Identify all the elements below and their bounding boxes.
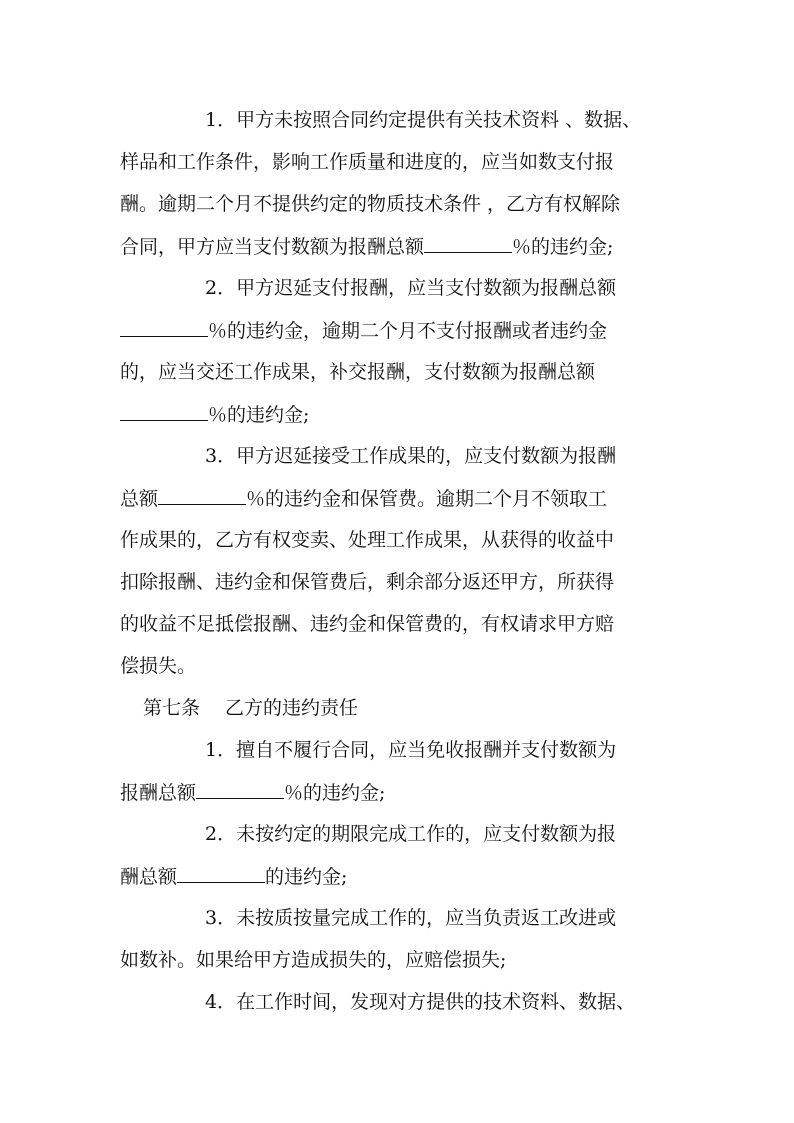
text-line: 合同，甲方应当支付数额为报酬总额 ％的违约金; xyxy=(120,236,614,258)
text-line: 扣除报酬、违约金和保管费后，剩余部分返还甲方，所获得 xyxy=(120,571,615,593)
text-line: 总额 ％的违约金和保管费。逾期二个月不领取工 xyxy=(120,488,608,510)
text-line: 酬总额 的违约金; xyxy=(120,866,348,888)
text-line: 如数补。如果给甲方造成损失的，应赔偿损失; xyxy=(120,949,507,971)
fill-in-blank[interactable] xyxy=(424,234,512,253)
text-line: 偿损失。 xyxy=(120,655,197,677)
text-line: 的，应当交还工作成果，补交报酬，支付数额为报酬总额 xyxy=(120,361,596,383)
fill-in-blank[interactable] xyxy=(196,780,284,799)
section-heading: 第七条 乙方的违约责任 xyxy=(143,697,359,719)
text-line: 3．未按质按量完成工作的，应当负责返工改进或 xyxy=(205,907,617,929)
text-line: ％的违约金，逾期二个月不支付报酬或者违约金 xyxy=(120,318,607,343)
text-line: ％的违约金; xyxy=(120,402,309,427)
text-line: 酬。逾期二个月不提供约定的物质技术条件 ，乙方有权解除 xyxy=(120,193,621,215)
text-line: 的收益不足抵偿报酬、违约金和保管费的，有权请求甲方赔 xyxy=(120,613,615,635)
text-line: 样品和工作条件，影响工作质量和进度的，应当如数支付报 xyxy=(120,151,615,173)
text-line: 作成果的，乙方有权变卖、处理工作成果，从获得的收益中 xyxy=(120,529,615,551)
text-line: 3．甲方迟延接受工作成果的，应支付数额为报酬 xyxy=(205,445,617,467)
text-line: 报酬总额 ％的违约金; xyxy=(120,782,386,804)
fill-in-blank[interactable] xyxy=(120,318,208,337)
fill-in-blank[interactable] xyxy=(158,486,246,505)
fill-in-blank[interactable] xyxy=(120,402,208,421)
fill-in-blank[interactable] xyxy=(177,864,265,883)
text-line: 2．未按约定的期限完成工作的，应支付数额为报 xyxy=(205,823,617,845)
text-line: 1．擅自不履行合同，应当免收报酬并支付数额为 xyxy=(205,739,617,761)
text-line: 4．在工作时间，发现对方提供的技术资料、数据、 xyxy=(205,991,636,1013)
text-line: 2．甲方迟延支付报酬，应当支付数额为报酬总额 xyxy=(205,277,617,299)
text-line: 1．甲方未按照合同约定提供有关技术资料 、数据、 xyxy=(205,109,642,131)
